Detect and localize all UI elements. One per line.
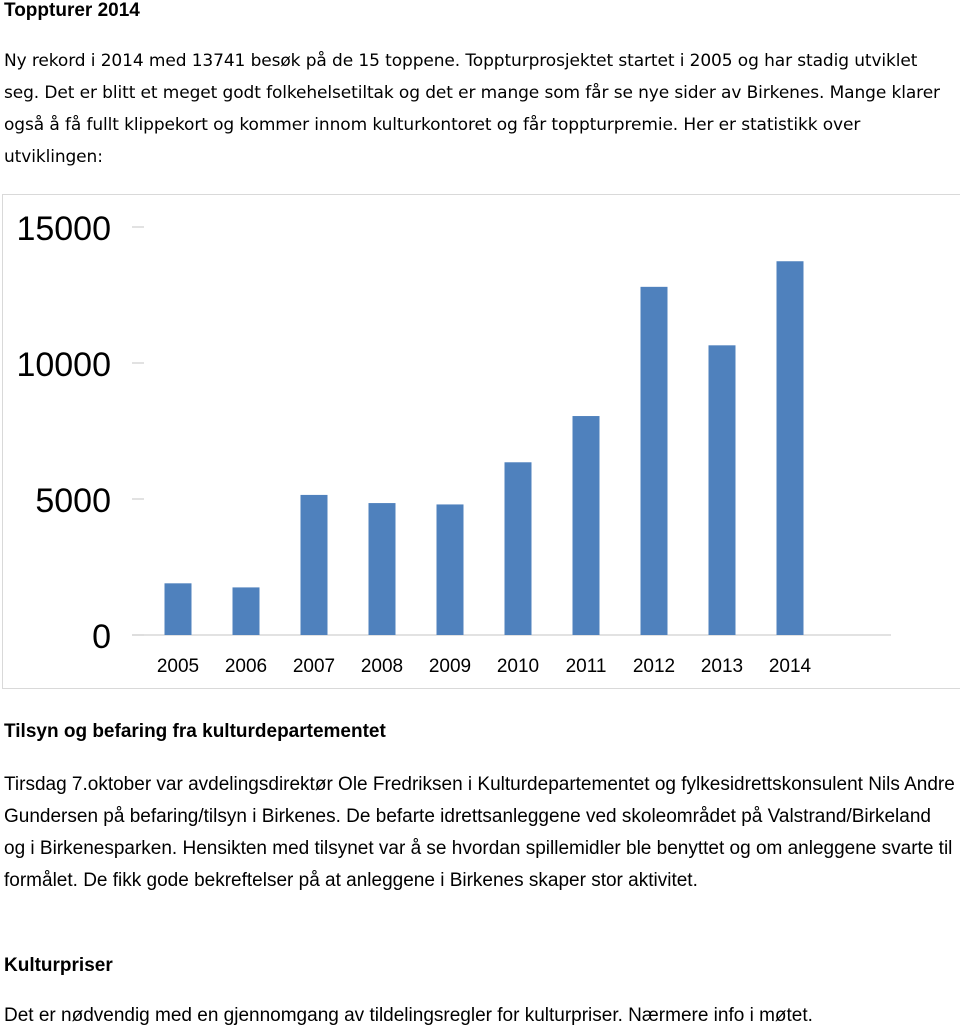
bar-chart <box>3 195 960 688</box>
x-tick-label: 2011 <box>565 656 607 677</box>
bar-2009 <box>437 504 464 635</box>
bar-2005 <box>165 583 192 635</box>
bar-2010 <box>505 462 532 635</box>
x-tick-label: 2013 <box>700 656 744 677</box>
bar-2012 <box>641 287 668 635</box>
bar-2011 <box>573 416 600 635</box>
x-tick-label: 2012 <box>632 656 676 677</box>
x-tick-label: 2005 <box>156 656 200 677</box>
heading-kulturpriser: Kulturpriser <box>4 955 113 976</box>
bar-2013 <box>709 345 736 635</box>
x-tick-label: 2008 <box>360 656 404 677</box>
y-tick-label: 0 <box>92 618 111 656</box>
bar-2007 <box>301 495 328 635</box>
paragraph-toppturer: Ny rekord i 2014 med 13741 besøk på de 15 toppene. Toppturprosjektet startet i 2005 og har stadig utviklet seg. Det er blitt et meget godt folkehelsetiltak og det er mange som får se nye sider av Birkenes. Mange klarer også å få fullt klippekort og kommer innom kulturkontoret og får toppturpremie. Her er statistikk over utviklingen: <box>4 51 940 167</box>
chart-container <box>2 194 960 689</box>
x-tick-label: 2006 <box>224 656 268 677</box>
y-tick-label: 10000 <box>16 346 111 384</box>
x-tick-label: 2009 <box>428 656 472 677</box>
heading-toppturer: Toppturer 2014 <box>4 0 140 21</box>
heading-tilsyn: Tilsyn og befaring fra kulturdepartementet <box>4 721 386 742</box>
bar-2006 <box>233 587 260 635</box>
paragraph-tilsyn: Tirsdag 7.oktober var avdelingsdirektør Ole Fredriksen i Kulturdepartementet og fylkesidrettskonsulent Nils Andre Gundersen på befaring/tilsyn i Birkenes. De befarte idrettsanleggene ved skoleområdet på Valstrand/Birkeland og i Birkenesparken. Hensikten med tilsynet var å se hvordan spillemidler ble benyttet og om anleggene svarte til formålet. De fikk gode bekreftelser på at anleggene i Birkenes skaper stor aktivitet. <box>4 774 955 891</box>
paragraph-kulturpriser: Det er nødvendig med en gjennomgang av tildelingsregler for kulturpriser. Nærmere info i møtet. <box>4 1005 813 1026</box>
y-tick-label: 15000 <box>16 210 111 248</box>
bar-2014 <box>777 261 804 635</box>
x-tick-label: 2010 <box>496 656 540 677</box>
x-tick-label: 2014 <box>768 656 812 677</box>
bar-2008 <box>369 503 396 635</box>
x-tick-label: 2007 <box>292 656 336 677</box>
y-tick-label: 5000 <box>35 482 111 520</box>
